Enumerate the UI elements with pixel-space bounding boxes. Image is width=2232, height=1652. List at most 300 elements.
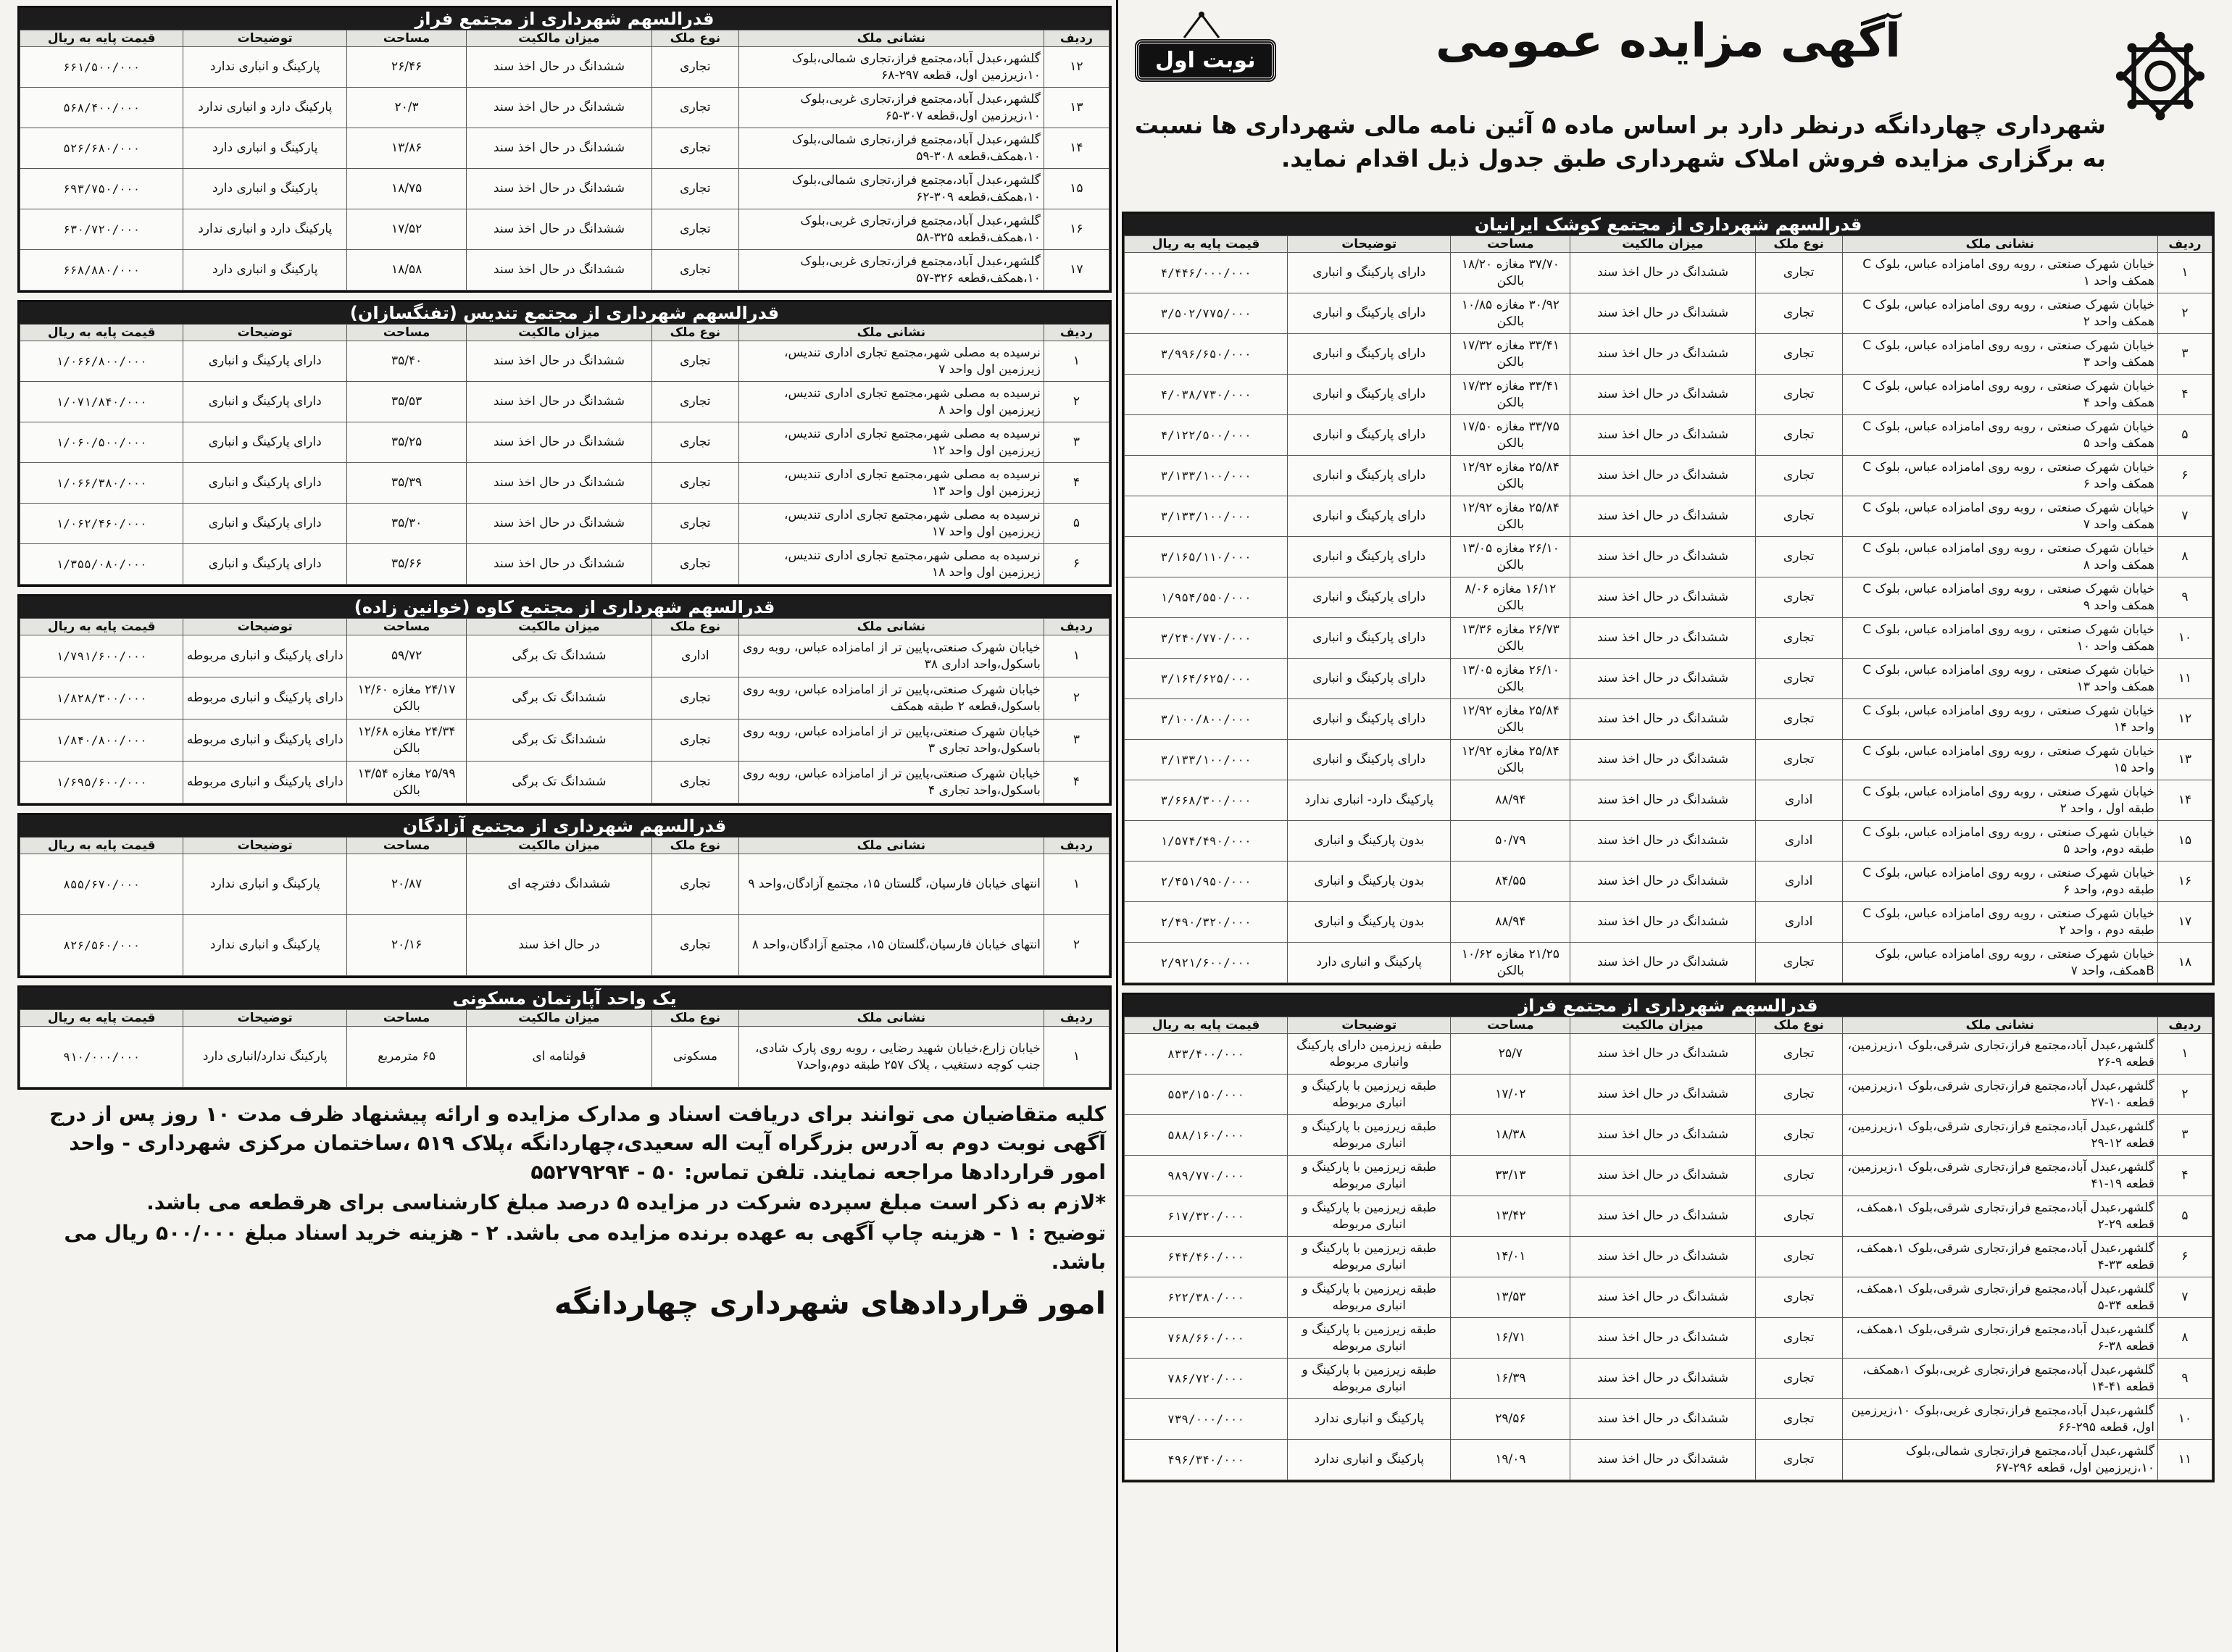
property-address: انتهای خیابان فارسیان، گلستان ۱۵، مجتمع آزادگان،واحد ۹ — [738, 854, 1044, 915]
faraz-left-body — [20, 47, 1109, 291]
ownership: ششدانگ در حال اخذ سند — [1570, 862, 1755, 902]
section-faraz-continued — [17, 6, 1112, 293]
property-address: گلشهر،عبدل آباد،مجتمع فراز،تجاری شرقی،بلوک ۱،زیرزمین، قطعه ۱۹-۴۱ — [1842, 1156, 2157, 1196]
base-price: ۶۹۳/۷۵۰/۰۰۰ — [20, 169, 183, 209]
area: ۲۵/۹۹ مغازه ۱۳/۵۴ بالکن — [346, 762, 466, 804]
row-number: ۶ — [2157, 456, 2212, 496]
area: ۲۵/۸۴ مغازه ۱۲/۹۲ بالکن — [1451, 496, 1570, 537]
ownership: ششدانگ در حال اخذ سند — [1570, 1034, 1755, 1075]
property-address: خیابان شهرک صنعتی ، روبه روی امامزاده عباس، بلوک C همکف واحد ۴ — [1842, 375, 2157, 415]
ownership: ششدانگ در حال اخذ سند — [467, 128, 652, 169]
table-row — [1125, 1034, 2212, 1075]
property-address: خیابان شهرک صنعتی ، روبه روی امامزاده عباس، بلوک C طبقه دوم، واحد ۶ — [1842, 862, 2157, 902]
description: پارکینگ ندارد/انباری دارد — [183, 1027, 346, 1088]
property-address: خیابان شهرک صنعتی ، روبه روی امامزاده عباس، بلوک C واحد ۱۴ — [1842, 699, 2157, 740]
description: بدون پارکینگ و انباری — [1288, 902, 1451, 943]
ownership: ششدانگ در حال اخذ سند — [1570, 659, 1755, 699]
base-price: ۶۱۷/۳۲۰/۰۰۰ — [1125, 1196, 1288, 1237]
property-type: تجاری — [651, 854, 738, 915]
property-type: تجاری — [651, 250, 738, 291]
ownership: ششدانگ در حال اخذ سند — [467, 341, 652, 382]
description: دارای پارکینگ و انباری — [1288, 537, 1451, 577]
property-address: خیابان شهرک صنعتی ، روبه روی امامزاده عباس، بلوک C طبقه اول ، واحد ۲ — [1842, 780, 2157, 821]
description: دارای پارکینگ و انباری — [1288, 253, 1451, 293]
area: ۳۷/۷۰ مغازه ۱۸/۲۰ بالکن — [1451, 253, 1570, 293]
base-price: ۱/۳۵۵/۰۸۰/۰۰۰ — [20, 544, 183, 585]
round-badge: نوبت اول — [1136, 41, 1275, 80]
table-row — [1125, 537, 2212, 577]
property-address: خیابان شهرک صنعتی ، روبه روی امامزاده عباس، بلوک C طبقه دوم ، واحد ۲ — [1842, 902, 2157, 943]
base-price: ۳/۱۰۰/۸۰۰/۰۰۰ — [1125, 699, 1288, 740]
row-number: ۱۴ — [2157, 780, 2212, 821]
ownership: ششدانگ در حال اخذ سند — [1570, 780, 1755, 821]
property-address: گلشهر،عبدل آباد،مجتمع فراز،تجاری شمالی،بلوک ۱۰،زیرزمین اول، قطعه ۲۹۷-۶۸ — [738, 47, 1044, 88]
description: پارکینگ و انباری ندارد — [1288, 1399, 1451, 1440]
description: دارای پارکینگ و انباری مربوطه — [183, 635, 346, 677]
section-title: قدرالسهم شهرداری از مجتمع کوشک ایرانیان — [1124, 214, 2212, 235]
property-type: تجاری — [651, 915, 738, 976]
ownership: ششدانگ در حال اخذ سند — [1570, 1196, 1755, 1237]
section-title: قدرالسهم شهرداری از مجتمع تندیس (تفنگسازان) — [20, 302, 1109, 324]
table-row — [1125, 780, 2212, 821]
description: دارای پارکینگ و انباری مربوطه — [183, 677, 346, 719]
table-row — [20, 422, 1109, 463]
row-number: ۳ — [2157, 334, 2212, 375]
table-row — [1125, 293, 2212, 334]
property-address: خیابان شهرک صنعتی ، روبه روی امامزاده عباس، بلوک C همکف واحد ۶ — [1842, 456, 2157, 496]
table-row — [1125, 699, 2212, 740]
description: طبقه زیرزمین با پارکینگ و انباری مربوطه — [1288, 1318, 1451, 1359]
kaveh-table — [20, 618, 1109, 804]
base-price: ۵۵۳/۱۵۰/۰۰۰ — [1125, 1075, 1288, 1115]
property-type: تجاری — [651, 463, 738, 504]
area: ۳۳/۷۵ مغازه ۱۷/۵۰ بالکن — [1451, 415, 1570, 456]
area: ۸۸/۹۴ — [1451, 902, 1570, 943]
table-row — [20, 544, 1109, 585]
base-price: ۳/۱۳۳/۱۰۰/۰۰۰ — [1125, 740, 1288, 780]
property-address: خیابان زارع،خیابان شهید رضایی ، روبه روی پارک شادی، جنب کوچه دستغیب ، پلاک ۲۵۷ طبقه دوم،واحد۷ — [738, 1027, 1044, 1088]
table-row — [20, 47, 1109, 88]
property-type: تجاری — [651, 47, 738, 88]
property-address: گلشهر،عبدل آباد،مجتمع فراز،تجاری شرقی،بلوک ۱،همکف، قطعه ۳۳-۴ — [1842, 1237, 2157, 1277]
table-header-row: ردیف نشانی ملک نوع ملک میزان مالکیت مساحت توضیحات قیمت پایه به ریال — [20, 1010, 1109, 1027]
property-address: گلشهر،عبدل آباد،مجتمع فراز،تجاری شرقی،بلوک ۱،زیرزمین، قطعه ۹-۲۶ — [1842, 1034, 2157, 1075]
area: ۳۵/۳۰ — [346, 504, 466, 544]
area: ۶۵ مترمربع — [346, 1027, 466, 1088]
property-address: خیابان شهرک صنعتی ، روبه روی امامزاده عباس، بلوک C همکف واحد ۲ — [1842, 293, 2157, 334]
property-type: تجاری — [1755, 1156, 1842, 1196]
table-header-row: ردیف نشانی ملک نوع ملک میزان مالکیت مساحت توضیحات قیمت پایه به ریال — [1125, 236, 2212, 253]
ownership: ششدانگ در حال اخذ سند — [1570, 1277, 1755, 1318]
area: ۲۱/۲۵ مغازه ۱۰/۶۲ بالکن — [1451, 943, 1570, 983]
ownership: ششدانگ تک برگی — [467, 677, 652, 719]
base-price: ۶۲۲/۳۸۰/۰۰۰ — [1125, 1277, 1288, 1318]
ownership: ششدانگ تک برگی — [467, 719, 652, 762]
ownership: قولنامه ای — [467, 1027, 652, 1088]
property-type: تجاری — [651, 762, 738, 804]
description: دارای پارکینگ و انباری — [1288, 577, 1451, 618]
row-number: ۱ — [2157, 253, 2212, 293]
property-address: گلشهر،عبدل آباد،مجتمع فراز،تجاری غربی،بلوک ۱۰،همکف،قطعه ۳۲۶-۵۷ — [738, 250, 1044, 291]
row-number: ۱۴ — [1044, 128, 1109, 169]
property-address: خیابان شهرک صنعتی ، روبه روی امامزاده عباس، بلوک C همکف واحد ۱۰ — [1842, 618, 2157, 659]
description: پارکینگ و انباری دارد — [183, 128, 346, 169]
area: ۸۸/۹۴ — [1451, 780, 1570, 821]
row-number: ۱۸ — [2157, 943, 2212, 983]
description: دارای پارکینگ و انباری مربوطه — [183, 719, 346, 762]
property-type: تجاری — [1755, 375, 1842, 415]
property-type: تجاری — [1755, 943, 1842, 983]
property-address: گلشهر،عبدل آباد،مجتمع فراز،تجاری شرقی،بلوک ۱،زیرزمین، قطعه ۱۲-۲۹ — [1842, 1115, 2157, 1156]
row-number: ۱۷ — [2157, 902, 2212, 943]
property-address: خیابان شهرک صنعتی ، روبه روی امامزاده عباس، بلوک C طبقه دوم، واحد ۵ — [1842, 821, 2157, 862]
row-number: ۱۰ — [2157, 1399, 2212, 1440]
ownership: در حال اخذ سند — [467, 915, 652, 976]
property-type: تجاری — [651, 88, 738, 128]
row-number: ۱ — [1044, 1027, 1109, 1088]
property-type: تجاری — [1755, 740, 1842, 780]
base-price: ۳/۱۶۴/۶۲۵/۰۰۰ — [1125, 659, 1288, 699]
area: ۳۳/۱۳ — [1451, 1156, 1570, 1196]
ownership: ششدانگ در حال اخذ سند — [1570, 1156, 1755, 1196]
description: دارای پارکینگ و انباری — [1288, 334, 1451, 375]
property-address: گلشهر،عبدل آباد،مجتمع فراز،تجاری غربی،بلوک ۱۰،همکف،قطعه ۳۲۵-۵۸ — [738, 209, 1044, 250]
ownership: ششدانگ در حال اخذ سند — [1570, 375, 1755, 415]
description: دارای پارکینگ و انباری — [183, 341, 346, 382]
property-address: خیابان شهرک صنعتی،پایین تر از امامزاده عباس، روبه روی باسکول،واحد تجاری ۴ — [738, 762, 1044, 804]
area: ۱۸/۳۸ — [1451, 1115, 1570, 1156]
base-price: ۴/۴۴۶/۰۰۰/۰۰۰ — [1125, 253, 1288, 293]
table-row — [1125, 1277, 2212, 1318]
ownership: ششدانگ در حال اخذ سند — [467, 209, 652, 250]
ownership: ششدانگ در حال اخذ سند — [1570, 415, 1755, 456]
row-number: ۱۵ — [2157, 821, 2212, 862]
table-row — [1125, 740, 2212, 780]
ownership: ششدانگ در حال اخذ سند — [1570, 334, 1755, 375]
row-number: ۱۶ — [1044, 209, 1109, 250]
description: پارکینگ و انباری دارد — [183, 250, 346, 291]
base-price: ۶۶۱/۵۰۰/۰۰۰ — [20, 47, 183, 88]
ownership: ششدانگ در حال اخذ سند — [467, 382, 652, 422]
property-address: خیابان شهرک صنعتی،پایین تر از امامزاده عباس، روبه روی باسکول،قطعه ۲ طبقه همکف — [738, 677, 1044, 719]
intro-text: شهرداری چهاردانگه درنظر دارد بر اساس ماده ۵ آئین نامه مالی شهرداری ها نسبت به برگزاری مزایده فروش املاک شهرداری طبق جدول ذیل اقدام نماید. — [1134, 111, 2106, 172]
description: دارای پارکینگ و انباری — [1288, 659, 1451, 699]
property-address: خیابان شهرک صنعتی ، روبه روی امامزاده عباس، بلوک C همکف واحد ۱۳ — [1842, 659, 2157, 699]
section-title: قدرالسهم شهرداری از مجتمع کاوه (خوانین زاده) — [20, 596, 1109, 618]
row-number: ۲ — [1044, 677, 1109, 719]
area: ۱۶/۱۲ مغازه ۸/۰۶ بالکن — [1451, 577, 1570, 618]
row-number: ۱۰ — [2157, 618, 2212, 659]
row-number: ۳ — [2157, 1115, 2212, 1156]
property-address: گلشهر،عبدل آباد،مجتمع فراز،تجاری شرقی،بلوک ۱،زیرزمین، قطعه ۱۰-۲۷ — [1842, 1075, 2157, 1115]
base-price: ۸۲۶/۵۶۰/۰۰۰ — [20, 915, 183, 976]
property-address: گلشهر،عبدل آباد،مجتمع فراز،تجاری شرقی،بلوک ۱،همکف، قطعه ۳۸-۶ — [1842, 1318, 2157, 1359]
section-tandis — [17, 300, 1112, 587]
base-price: ۱/۸۴۰/۸۰۰/۰۰۰ — [20, 719, 183, 762]
table-row — [1125, 1359, 2212, 1399]
property-type: تجاری — [651, 504, 738, 544]
property-type: تجاری — [1755, 1237, 1842, 1277]
residential-body — [20, 1027, 1109, 1088]
property-type: تجاری — [1755, 1196, 1842, 1237]
row-number: ۸ — [2157, 1318, 2212, 1359]
area: ۵۰/۷۹ — [1451, 821, 1570, 862]
base-price: ۹۸۹/۷۷۰/۰۰۰ — [1125, 1156, 1288, 1196]
ownership: ششدانگ تک برگی — [467, 762, 652, 804]
table-header-row: ردیف نشانی ملک نوع ملک میزان مالکیت مساحت توضیحات قیمت پایه به ریال — [20, 838, 1109, 854]
area: ۱۴/۰۱ — [1451, 1237, 1570, 1277]
property-address: خیابان شهرک صنعتی ، روبه روی امامزاده عباس، بلوک C واحد ۱۵ — [1842, 740, 2157, 780]
description: بدون پارکینگ و انباری — [1288, 821, 1451, 862]
property-type: تجاری — [1755, 1440, 1842, 1480]
area: ۳۵/۶۶ — [346, 544, 466, 585]
table-row — [20, 504, 1109, 544]
description: طبقه زیرزمین با پارکینگ و انباری مربوطه — [1288, 1359, 1451, 1399]
ownership: ششدانگ در حال اخذ سند — [467, 250, 652, 291]
property-type: تجاری — [1755, 699, 1842, 740]
base-price: ۱/۵۷۴/۴۹۰/۰۰۰ — [1125, 821, 1288, 862]
base-price: ۱/۹۵۴/۵۵۰/۰۰۰ — [1125, 577, 1288, 618]
table-row — [1125, 943, 2212, 983]
table-header-row: ردیف نشانی ملک نوع ملک میزان مالکیت مساحت توضیحات قیمت پایه به ریال — [1125, 1017, 2212, 1034]
table-row — [1125, 1156, 2212, 1196]
description: دارای پارکینگ و انباری — [1288, 456, 1451, 496]
property-address: نرسیده به مصلی شهر،مجتمع تجاری اداری تندیس، زیرزمین اول واحد ۱۸ — [738, 544, 1044, 585]
base-price: ۶۳۰/۷۲۰/۰۰۰ — [20, 209, 183, 250]
description: طبقه زیرزمین با پارکینگ و انباری مربوطه — [1288, 1196, 1451, 1237]
ownership: ششدانگ در حال اخذ سند — [467, 169, 652, 209]
table-row — [1125, 1196, 2212, 1237]
base-price: ۱/۰۶۶/۳۸۰/۰۰۰ — [20, 463, 183, 504]
ownership: ششدانگ در حال اخذ سند — [1570, 699, 1755, 740]
row-number: ۵ — [2157, 415, 2212, 456]
row-number: ۱ — [1044, 854, 1109, 915]
notice-paragraph-2: *لازم به ذکر است مبلغ سپرده شرکت در مزایده ۵ درصد مبلغ کارشناسی برای هرقطعه می باشد. — [146, 1190, 1106, 1214]
notice-text — [17, 1097, 1112, 1281]
row-number: ۱۱ — [2157, 659, 2212, 699]
area: ۲۴/۱۷ مغازه ۱۲/۶۰ بالکن — [346, 677, 466, 719]
description: دارای پارکینگ و انباری — [183, 463, 346, 504]
column-divider — [1116, 0, 1118, 1652]
area: ۳۳/۴۱ مغازه ۱۷/۳۲ بالکن — [1451, 375, 1570, 415]
property-type: اداری — [1755, 780, 1842, 821]
section-kaveh — [17, 594, 1112, 806]
table-row — [20, 762, 1109, 804]
ownership: ششدانگ در حال اخذ سند — [1570, 253, 1755, 293]
property-address: گلشهر،عبدل آباد،مجتمع فراز،تجاری غربی،بلوک ۱۰،زیرزمین اول،قطعه ۳۰۷-۶۵ — [738, 88, 1044, 128]
description: پارکینگ و انباری ندارد — [183, 854, 346, 915]
table-row — [1125, 821, 2212, 862]
property-address: گلشهر،عبدل آباد،مجتمع فراز،تجاری شرقی،بلوک ۱،همکف، قطعه ۲۹-۲ — [1842, 1196, 2157, 1237]
property-address: نرسیده به مصلی شهر،مجتمع تجاری اداری تندیس، زیرزمین اول واحد ۸ — [738, 382, 1044, 422]
property-address: خیابان شهرک صنعتی ، روبه روی امامزاده عباس، بلوک Bهمکف، واحد ۷ — [1842, 943, 2157, 983]
property-type: اداری — [651, 635, 738, 677]
property-address: نرسیده به مصلی شهر،مجتمع تجاری اداری تندیس، زیرزمین اول واحد ۱۲ — [738, 422, 1044, 463]
ownership: ششدانگ در حال اخذ سند — [467, 463, 652, 504]
property-type: تجاری — [651, 544, 738, 585]
kaveh-body — [20, 635, 1109, 804]
ownership: ششدانگ در حال اخذ سند — [1570, 1399, 1755, 1440]
right-column — [1122, 0, 2215, 1652]
description: پارکینگ و انباری دارد — [183, 169, 346, 209]
ownership: ششدانگ در حال اخذ سند — [1570, 1237, 1755, 1277]
property-type: تجاری — [1755, 1318, 1842, 1359]
base-price: ۸۳۳/۴۰۰/۰۰۰ — [1125, 1034, 1288, 1075]
property-address: خیابان شهرک صنعتی ، روبه روی امامزاده عباس، بلوک C همکف واحد ۷ — [1842, 496, 2157, 537]
row-number: ۴ — [1044, 762, 1109, 804]
property-address: گلشهر،عبدل آباد،مجتمع فراز،تجاری غربی،بلوک ۱،همکف، قطعه ۴۱-۱۴ — [1842, 1359, 2157, 1399]
table-row — [1125, 577, 2212, 618]
base-price: ۷۶۸/۶۶۰/۰۰۰ — [1125, 1318, 1288, 1359]
description: دارای پارکینگ و انباری — [183, 382, 346, 422]
ownership: ششدانگ در حال اخذ سند — [467, 88, 652, 128]
description: طبقه زیرزمین با پارکینگ و انباری مربوطه — [1288, 1115, 1451, 1156]
description: طبقه زیرزمین با پارکینگ و انباری مربوطه — [1288, 1156, 1451, 1196]
property-address: گلشهر،عبدل آباد،مجتمع فراز،تجاری شرقی،بلوک ۱،همکف، قطعه ۳۴-۵ — [1842, 1277, 2157, 1318]
table-row — [20, 719, 1109, 762]
area: ۲۶/۴۶ — [346, 47, 466, 88]
area: ۳۵/۵۳ — [346, 382, 466, 422]
row-number: ۷ — [2157, 496, 2212, 537]
description: طبقه زیرزمین دارای پارکینگ وانباری مربوطه — [1288, 1034, 1451, 1075]
property-address: انتهای خیابان فارسیان،گلستان ۱۵، مجتمع آزادگان،واحد ۸ — [738, 915, 1044, 976]
tandis-body — [20, 341, 1109, 585]
area: ۲۵/۸۴ مغازه ۱۲/۹۲ بالکن — [1451, 740, 1570, 780]
area: ۲۴/۳۴ مغازه ۱۲/۶۸ بالکن — [346, 719, 466, 762]
base-price: ۱/۸۲۸/۳۰۰/۰۰۰ — [20, 677, 183, 719]
ownership: ششدانگ دفترچه ای — [467, 854, 652, 915]
row-number: ۲ — [2157, 1075, 2212, 1115]
notice-paragraph-3: توضیح : ۱ - هزینه چاپ آگهی به عهده برنده مزایده می باشد. ۲ - هزینه خرید اسناد مبلغ ۵۰۰/۰۰۰ ریال می باشد. — [64, 1221, 1106, 1274]
base-price: ۱/۰۶۲/۴۶۰/۰۰۰ — [20, 504, 183, 544]
property-type: تجاری — [1755, 253, 1842, 293]
row-number: ۱۱ — [2157, 1440, 2212, 1480]
property-address: نرسیده به مصلی شهر،مجتمع تجاری اداری تندیس، زیرزمین اول واحد ۷ — [738, 341, 1044, 382]
description: طبقه زیرزمین با پارکینگ و انباری مربوطه — [1288, 1075, 1451, 1115]
table-row — [1125, 1237, 2212, 1277]
section-title: قدرالسهم شهرداری از مجتمع فراز — [1124, 995, 2212, 1017]
table-row — [1125, 496, 2212, 537]
description: پارکینگ و انباری دارد — [1288, 943, 1451, 983]
base-price: ۸۵۵/۶۷۰/۰۰۰ — [20, 854, 183, 915]
property-address: نرسیده به مصلی شهر،مجتمع تجاری اداری تندیس، زیرزمین اول واحد ۱۷ — [738, 504, 1044, 544]
row-number: ۱۲ — [1044, 47, 1109, 88]
property-address: خیابان شهرک صنعتی ، روبه روی امامزاده عباس، بلوک C همکف واحد ۵ — [1842, 415, 2157, 456]
ownership: ششدانگ در حال اخذ سند — [1570, 293, 1755, 334]
faraz-right-table — [1124, 1017, 2212, 1480]
property-type: تجاری — [1755, 1034, 1842, 1075]
property-type: تجاری — [1755, 618, 1842, 659]
section-title: قدرالسهم شهرداری از مجتمع آزادگان — [20, 815, 1109, 837]
area: ۲۰/۸۷ — [346, 854, 466, 915]
property-type: اداری — [1755, 902, 1842, 943]
base-price: ۴۹۶/۳۴۰/۰۰۰ — [1125, 1440, 1288, 1480]
base-price: ۴/۰۳۸/۷۳۰/۰۰۰ — [1125, 375, 1288, 415]
description: دارای پارکینگ و انباری — [1288, 375, 1451, 415]
description: دارای پارکینگ و انباری — [1288, 699, 1451, 740]
table-row — [20, 635, 1109, 677]
row-number: ۱۳ — [1044, 88, 1109, 128]
area: ۱۸/۷۵ — [346, 169, 466, 209]
ownership: ششدانگ در حال اخذ سند — [467, 47, 652, 88]
description: پارکینگ دارد و انباری ندارد — [183, 88, 346, 128]
table-header-row: ردیف نشانی ملک نوع ملک میزان مالکیت مساحت توضیحات قیمت پایه به ریال — [20, 325, 1109, 341]
property-type: اداری — [1755, 862, 1842, 902]
property-type: تجاری — [1755, 415, 1842, 456]
row-number: ۹ — [2157, 1359, 2212, 1399]
row-number: ۱۲ — [2157, 699, 2212, 740]
base-price: ۳/۵۰۲/۷۷۵/۰۰۰ — [1125, 293, 1288, 334]
property-address: خیابان شهرک صنعتی ، روبه روی امامزاده عباس، بلوک C همکف واحد ۹ — [1842, 577, 2157, 618]
row-number: ۱۶ — [2157, 862, 2212, 902]
base-price: ۳/۱۳۳/۱۰۰/۰۰۰ — [1125, 496, 1288, 537]
base-price: ۲/۴۹۰/۳۲۰/۰۰۰ — [1125, 902, 1288, 943]
ad-header — [1122, 0, 2215, 212]
property-address: نرسیده به مصلی شهر،مجتمع تجاری اداری تندیس، زیرزمین اول واحد ۱۳ — [738, 463, 1044, 504]
property-type: تجاری — [651, 677, 738, 719]
description: دارای پارکینگ و انباری — [1288, 293, 1451, 334]
area: ۲۶/۱۰ مغازه ۱۳/۰۵ بالکن — [1451, 537, 1570, 577]
property-address: گلشهر،عبدل آباد،مجتمع فراز،تجاری غربی،بلوک ۱۰،زیرزمین اول، قطعه ۲۹۵-۶۶ — [1842, 1399, 2157, 1440]
property-type: تجاری — [1755, 1277, 1842, 1318]
row-number: ۷ — [2157, 1277, 2212, 1318]
table-row — [20, 1027, 1109, 1088]
row-number: ۵ — [2157, 1196, 2212, 1237]
ownership: ششدانگ در حال اخذ سند — [1570, 740, 1755, 780]
kooshk-table — [1124, 235, 2212, 983]
area: ۵۹/۷۲ — [346, 635, 466, 677]
table-row — [1125, 415, 2212, 456]
description: پارکینگ و انباری ندارد — [183, 915, 346, 976]
area: ۳۰/۹۲ مغازه ۱۰/۸۵ بالکن — [1451, 293, 1570, 334]
property-type: تجاری — [651, 169, 738, 209]
notice-paragraph-1: کلیه متقاضیان می توانند برای دریافت اسناد و مدارک مزایده و ارائه پیشنهاد ظرف مدت ۱۰ روز پس از درج آگهی نوبت دوم به آدرس بزرگراه آیت اله سعیدی،چهاردانگه ،پلاک ۵۱۹ ،ساختمان مرکزی شهرداری - واحد امور قراردادها مراجعه نمایند. تلفن تماس: ۵۰ - ۵۵۲۷۹۲۹۴ — [49, 1102, 1106, 1184]
ownership: ششدانگ در حال اخذ سند — [1570, 1318, 1755, 1359]
ownership: ششدانگ در حال اخذ سند — [1570, 1075, 1755, 1115]
property-type: تجاری — [1755, 1399, 1842, 1440]
property-type: تجاری — [1755, 1115, 1842, 1156]
property-type: تجاری — [651, 422, 738, 463]
table-row — [1125, 1115, 2212, 1156]
row-number: ۱ — [1044, 635, 1109, 677]
residential-table — [20, 1009, 1109, 1088]
area: ۲۹/۵۶ — [1451, 1399, 1570, 1440]
area: ۱۷/۵۲ — [346, 209, 466, 250]
property-type: تجاری — [1755, 496, 1842, 537]
row-number: ۱۳ — [2157, 740, 2212, 780]
description: دارای پارکینگ و انباری مربوطه — [183, 762, 346, 804]
description: پارکینگ دارد- انباری ندارد — [1288, 780, 1451, 821]
row-number: ۴ — [2157, 375, 2212, 415]
ownership: ششدانگ در حال اخذ سند — [1570, 902, 1755, 943]
area: ۱۷/۰۲ — [1451, 1075, 1570, 1115]
left-column — [17, 0, 1112, 1652]
table-row — [20, 250, 1109, 291]
property-type: تجاری — [651, 382, 738, 422]
row-number: ۲ — [1044, 915, 1109, 976]
row-number: ۵ — [1044, 504, 1109, 544]
row-number: ۴ — [2157, 1156, 2212, 1196]
table-row — [20, 169, 1109, 209]
base-price: ۵۶۸/۴۰۰/۰۰۰ — [20, 88, 183, 128]
row-number: ۳ — [1044, 422, 1109, 463]
row-number: ۲ — [1044, 382, 1109, 422]
property-type: تجاری — [651, 128, 738, 169]
ownership: ششدانگ در حال اخذ سند — [1570, 618, 1755, 659]
row-number: ۱۵ — [1044, 169, 1109, 209]
area: ۳۵/۲۵ — [346, 422, 466, 463]
kooshk-body — [1125, 253, 2212, 983]
